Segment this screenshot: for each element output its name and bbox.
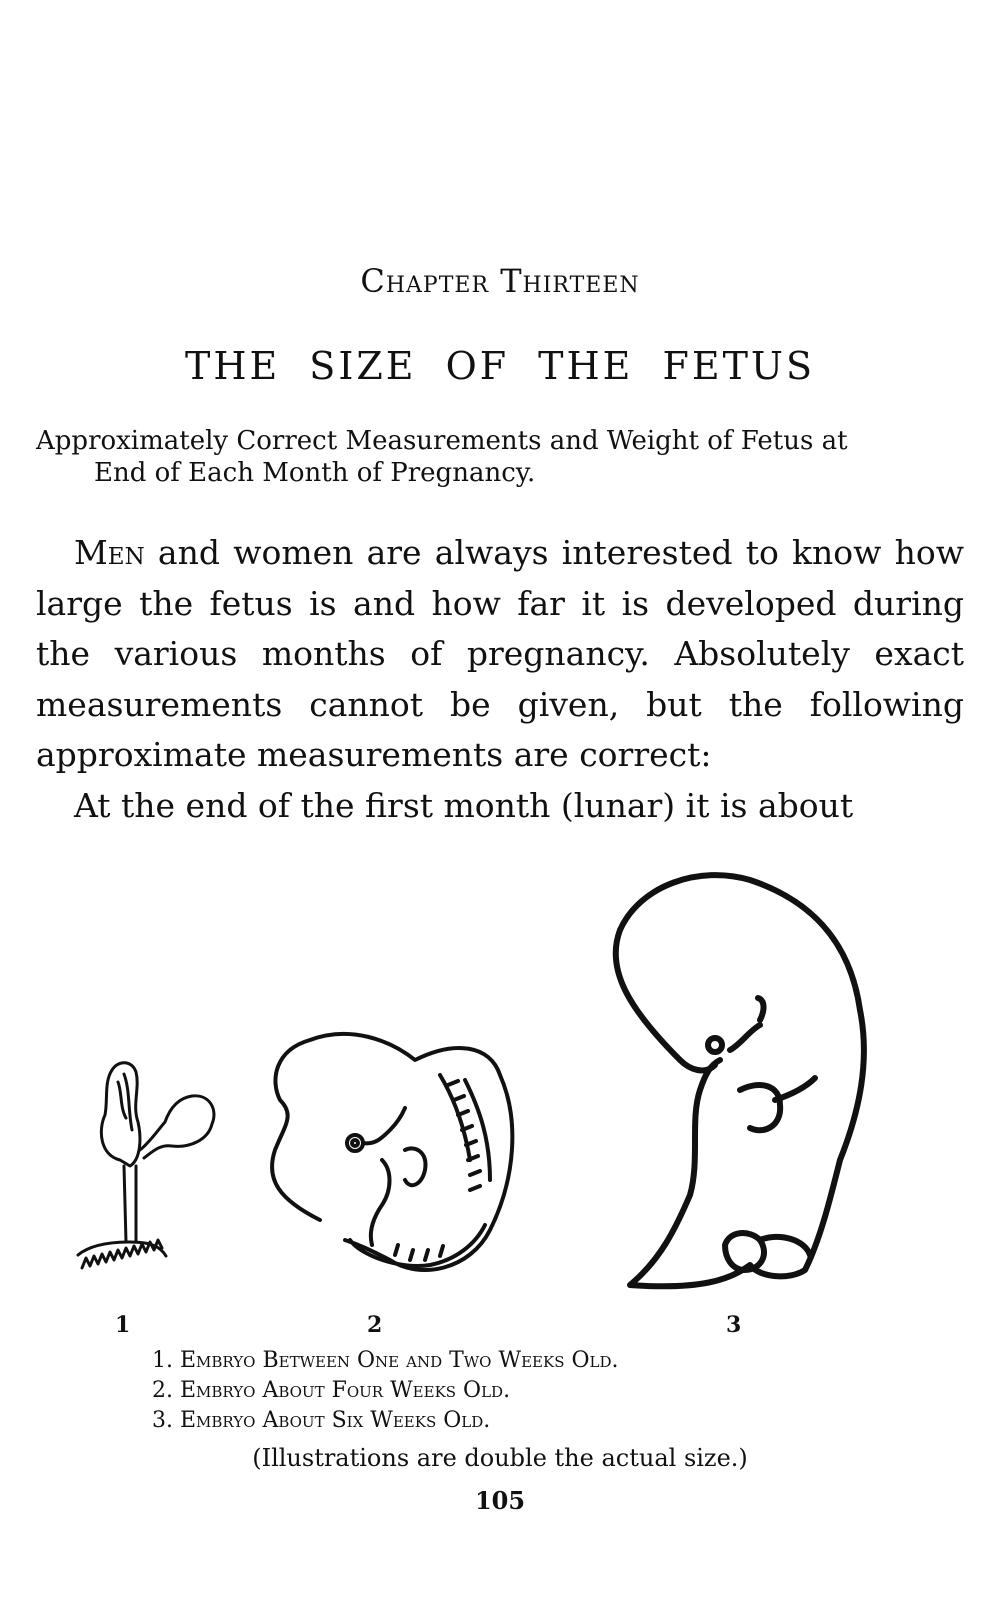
paragraph-1 xyxy=(36,528,964,781)
embryo-illustrations xyxy=(60,860,940,1300)
embryo-2-drawing xyxy=(272,1034,512,1270)
chapter-subtitle xyxy=(36,425,966,489)
caption-2: 2. Embryo About Four Weeks Old. xyxy=(152,1378,511,1403)
paragraph-lead-word: Men xyxy=(74,533,145,572)
figure-label-2: 2 xyxy=(367,1312,383,1338)
body-text xyxy=(36,528,964,831)
embryo-1-drawing xyxy=(78,1063,214,1268)
chapter-heading: Chapter Thirteen xyxy=(360,262,640,300)
caption-3: 3. Embryo About Six Weeks Old. xyxy=(152,1408,491,1433)
subtitle-line-1: Approximately Correct Measurements and Weight of Fetus at xyxy=(36,426,848,456)
page-number: 105 xyxy=(474,1486,526,1515)
page-title: THE SIZE OF THE FETUS xyxy=(185,344,815,388)
embryo-3-drawing xyxy=(616,875,864,1286)
figure-label-3: 3 xyxy=(726,1312,742,1338)
paragraph-2: At the end of the first month (lunar) it is about xyxy=(74,785,854,825)
figure-label-1: 1 xyxy=(115,1312,131,1338)
caption-1: 1. Embryo Between One and Two Weeks Old. xyxy=(152,1348,619,1373)
subtitle-line-2: End of Each Month of Pregnancy. xyxy=(94,458,536,488)
figure-note: (Illustrations are double the actual size.) xyxy=(252,1444,748,1472)
paragraph-1-text: and women are always interested to know how large the fetus is and how far it is developed during the various months of pregnancy. Absolutely exact measurements cannot be given, but the following approximate measurements are correct: xyxy=(36,533,964,774)
figure-captions xyxy=(152,1346,912,1436)
